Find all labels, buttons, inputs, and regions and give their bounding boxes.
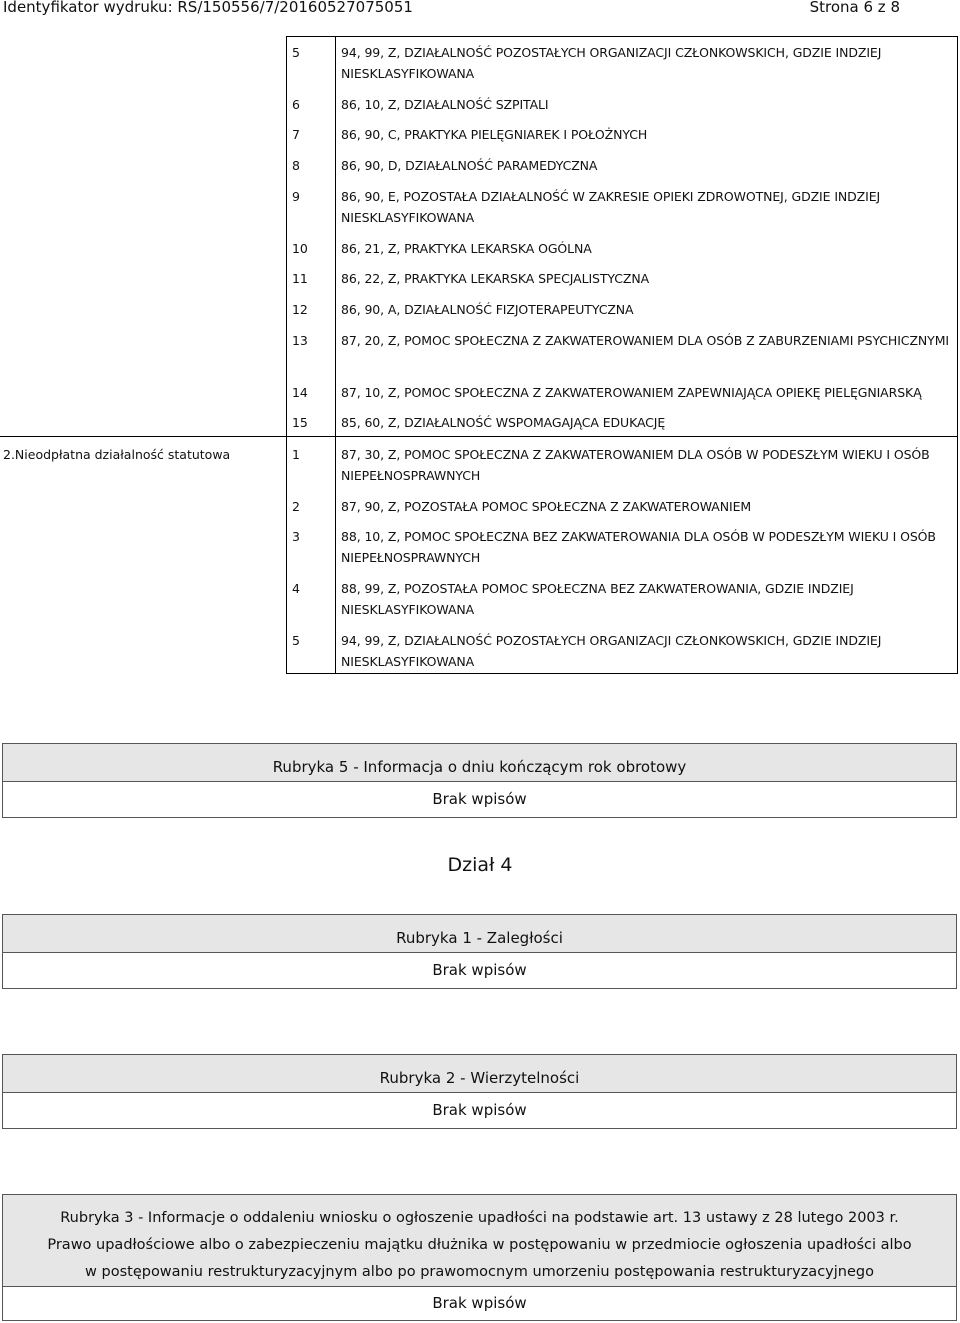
rubryka3-title-line1: Rubryka 3 - Informacje o oddaleniu wniosku o ogłoszenie upadłości na podstawie art. 13 ustawy z 28 lutego 2003 r. xyxy=(60,1210,899,1226)
rubryka3-title-line3: w postępowaniu restrukturyzacyjnym albo po prawomocnym umorzeniu postępowania restrukturyzacyjnego xyxy=(85,1264,874,1280)
rubryka5-title: Rubryka 5 - Informacja o dniu kończącym rok obrotowy xyxy=(3,744,956,782)
rubryka3-title xyxy=(3,1195,956,1287)
print-identifier: Identyfikator wydruku: RS/150556/7/20160527075051 xyxy=(3,0,413,16)
rubryka3-body: Brak wpisów xyxy=(432,1294,527,1312)
rubryka3-box xyxy=(2,1194,957,1321)
rubryka5-box xyxy=(2,743,957,818)
rubryka5-body: Brak wpisów xyxy=(432,790,527,808)
section-divider xyxy=(0,436,958,437)
rubryka1-title: Rubryka 1 - Zaległości xyxy=(3,915,956,953)
table-left-border xyxy=(286,36,287,674)
page-number: Strona 6 z 8 xyxy=(809,0,900,16)
rubryka2-box xyxy=(2,1054,957,1129)
rubryka3-title-line2: Prawo upadłościowe albo o zabezpieczeniu majątku dłużnika w postępowaniu w przedmiocie ogłoszenia upadłości albo xyxy=(47,1237,912,1253)
table-right-border xyxy=(957,36,958,674)
dzial-heading: Dział 4 xyxy=(447,854,513,876)
rubryka1-box xyxy=(2,914,957,989)
section-label: 2.Nieodpłatna działalność statutowa xyxy=(3,447,231,462)
table-top-border xyxy=(286,36,958,37)
rubryka1-body: Brak wpisów xyxy=(432,961,527,979)
table-column-divider xyxy=(335,36,336,674)
rubryka2-body: Brak wpisów xyxy=(432,1101,527,1119)
table-bottom-border xyxy=(286,673,958,674)
rubryka2-title: Rubryka 2 - Wierzytelności xyxy=(3,1055,956,1093)
